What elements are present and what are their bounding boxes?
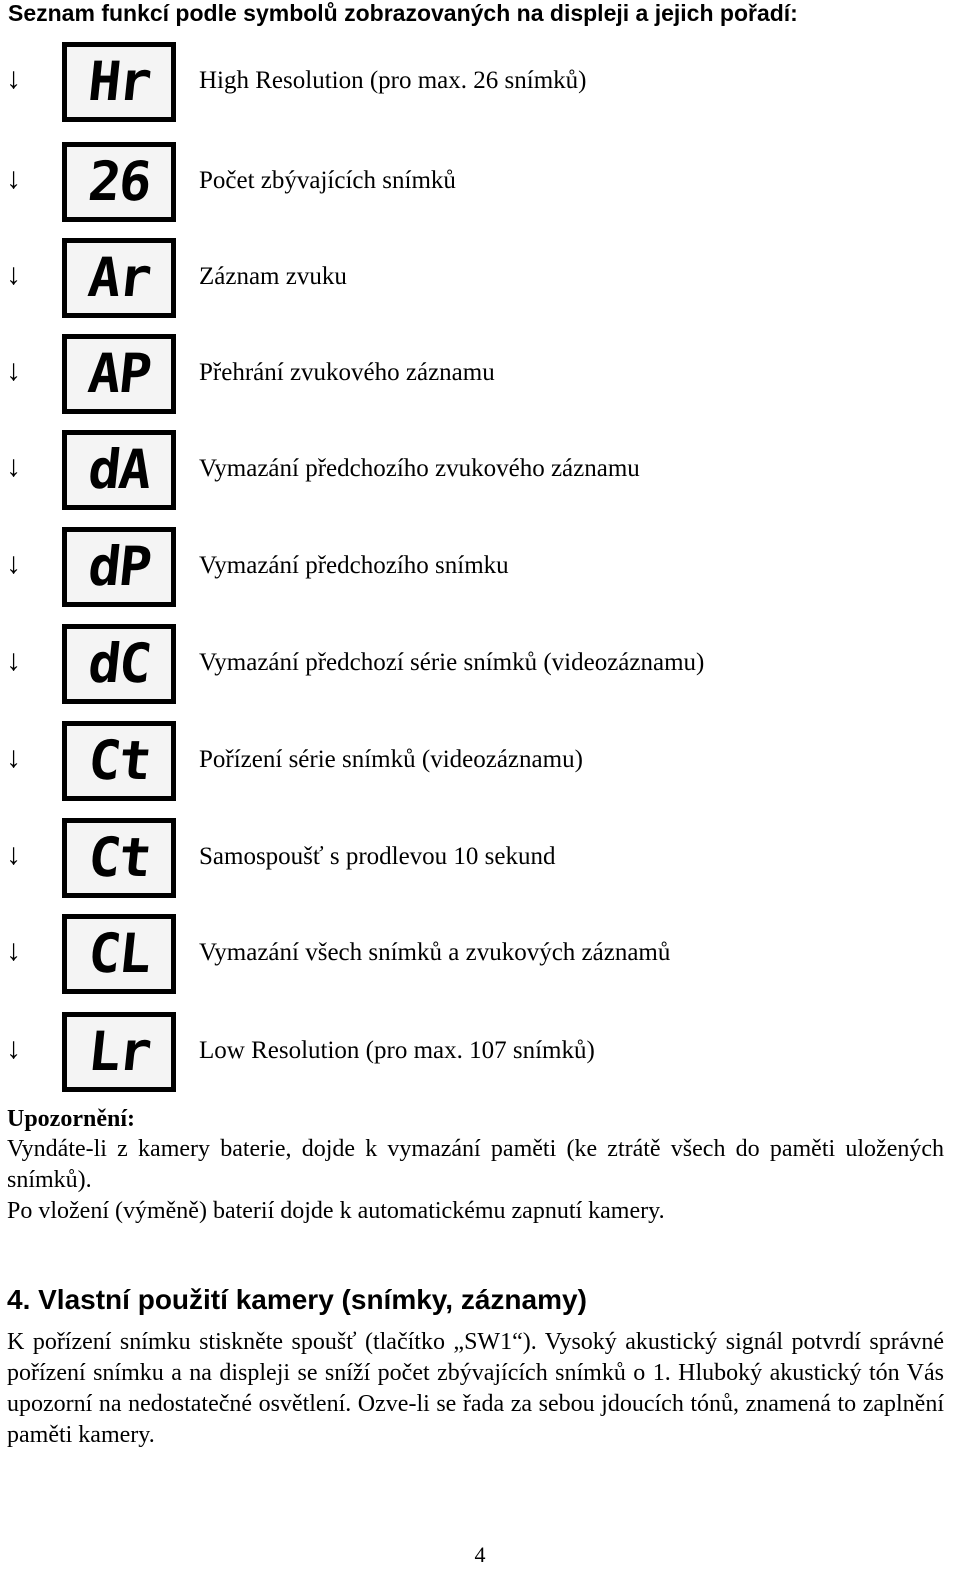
function-label: Vymazání předchozího snímku bbox=[199, 552, 509, 579]
function-label: High Resolution (pro max. 26 snímků) bbox=[199, 67, 587, 94]
lcd-symbol-text: Ct bbox=[85, 729, 153, 792]
lcd-symbol-text: Ct bbox=[85, 826, 153, 889]
function-label: Pořízení série snímků (videozáznamu) bbox=[199, 746, 583, 773]
function-row bbox=[0, 721, 960, 803]
section-heading: 4. Vlastní použití kamery (snímky, záznamy) bbox=[7, 1284, 587, 1315]
down-arrow-icon: ↓ bbox=[6, 838, 21, 871]
function-row bbox=[0, 334, 960, 416]
down-arrow-icon: ↓ bbox=[6, 741, 21, 774]
function-row bbox=[0, 818, 960, 900]
warning-text-battery: Vyndáte-li z kamery baterie, dojde k vymazání paměti (ke ztrátě všech do paměti uložených snímků). bbox=[7, 1136, 944, 1193]
down-arrow-icon: ↓ bbox=[6, 354, 21, 387]
lcd-symbol bbox=[62, 527, 176, 607]
function-label: Přehrání zvukového záznamu bbox=[199, 359, 495, 386]
function-label: Vymazání všech snímků a zvukových záznamů bbox=[199, 939, 671, 966]
lcd-symbol-text: CL bbox=[85, 922, 153, 985]
lcd-symbol bbox=[62, 238, 176, 318]
lcd-symbol-text: AP bbox=[85, 342, 153, 405]
down-arrow-icon: ↓ bbox=[6, 644, 21, 677]
lcd-symbol-text: dC bbox=[85, 632, 153, 695]
lcd-symbol bbox=[62, 818, 176, 898]
lcd-symbol bbox=[62, 430, 176, 510]
lcd-symbol-text: dP bbox=[85, 535, 153, 598]
down-arrow-icon: ↓ bbox=[6, 547, 21, 580]
function-row bbox=[0, 914, 960, 996]
function-label: Vymazání předchozího zvukového záznamu bbox=[199, 455, 640, 482]
function-label: Low Resolution (pro max. 107 snímků) bbox=[199, 1037, 595, 1064]
function-label: Samospoušť s prodlevou 10 sekund bbox=[199, 843, 556, 870]
section-paragraph: K pořízení snímku stiskněte spoušť (tlačítko „SW1“). Vysoký akustický signál potvrdí správné pořízení snímku a na displeji se sníží počet zbývajících snímků o 1. Hluboký akustický tón Vás upozorní na nedostatečné osvětlení. Ozve-li se řada za sebou jdoucích tónů, znamená to zaplnění paměti kamery. bbox=[7, 1329, 944, 1448]
lcd-symbol-text: Ar bbox=[85, 246, 153, 309]
function-label: Počet zbývajících snímků bbox=[199, 167, 456, 194]
down-arrow-icon: ↓ bbox=[6, 258, 21, 291]
function-label: Záznam zvuku bbox=[199, 263, 347, 290]
lcd-symbol bbox=[62, 1012, 176, 1092]
down-arrow-icon: ↓ bbox=[6, 162, 21, 195]
function-row bbox=[0, 430, 960, 512]
function-row bbox=[0, 42, 960, 124]
page-number: 4 bbox=[474, 1542, 486, 1567]
warning-text-power-on: Po vložení (výměně) baterií dojde k automatickému zapnutí kamery. bbox=[7, 1198, 665, 1224]
down-arrow-icon: ↓ bbox=[6, 1032, 21, 1065]
lcd-symbol-text: Lr bbox=[85, 1020, 153, 1083]
lcd-symbol bbox=[62, 142, 176, 222]
lcd-symbol bbox=[62, 334, 176, 414]
function-row bbox=[0, 142, 960, 224]
lcd-symbol bbox=[62, 42, 176, 122]
lcd-symbol-text: 26 bbox=[85, 150, 153, 213]
down-arrow-icon: ↓ bbox=[6, 62, 21, 95]
warning-title: Upozornění: bbox=[7, 1106, 135, 1132]
down-arrow-icon: ↓ bbox=[6, 450, 21, 483]
lcd-symbol-text: Hr bbox=[85, 50, 153, 113]
function-row bbox=[0, 238, 960, 320]
function-row bbox=[0, 527, 960, 609]
function-label: Vymazání předchozí série snímků (videozáznamu) bbox=[199, 649, 705, 676]
function-row bbox=[0, 1012, 960, 1094]
lcd-symbol bbox=[62, 914, 176, 994]
list-heading: Seznam funkcí podle symbolů zobrazovaných na displeji a jejich pořadí: bbox=[8, 0, 798, 26]
function-row bbox=[0, 624, 960, 706]
lcd-symbol bbox=[62, 624, 176, 704]
lcd-symbol-text: dA bbox=[85, 438, 153, 501]
down-arrow-icon: ↓ bbox=[6, 934, 21, 967]
lcd-symbol bbox=[62, 721, 176, 801]
